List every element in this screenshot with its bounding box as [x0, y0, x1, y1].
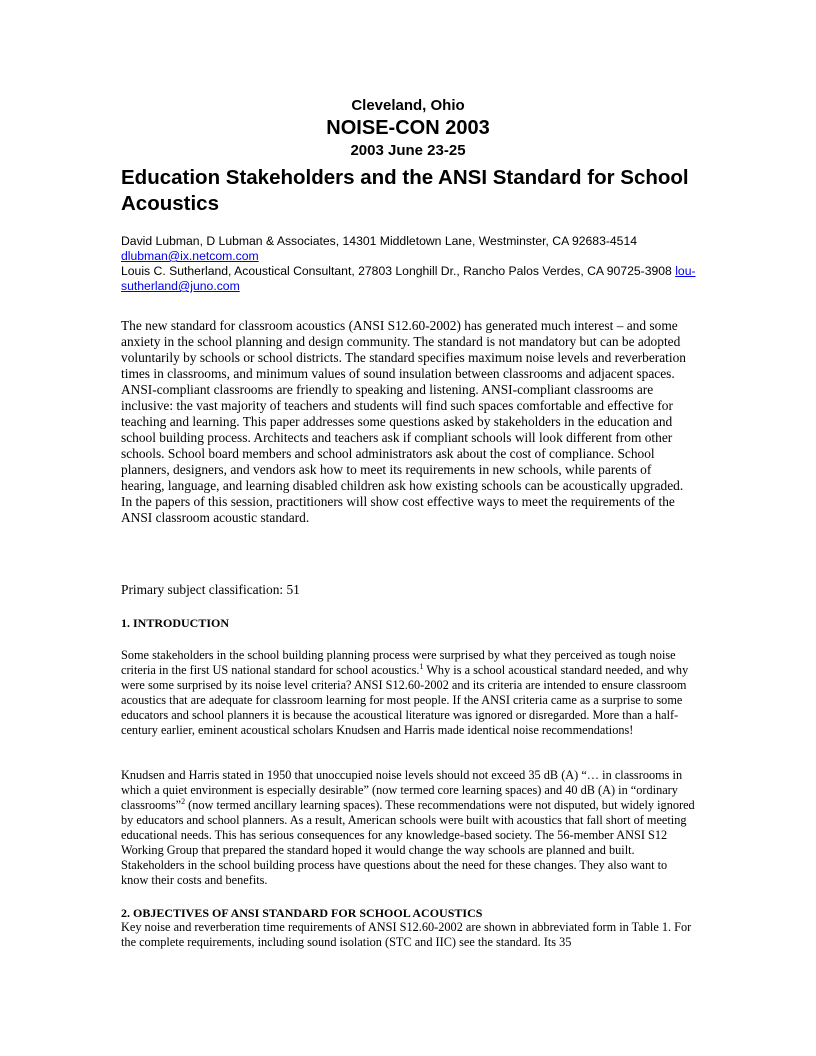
conference-name: NOISE-CON 2003: [326, 117, 490, 139]
intro-p2-text-b: (now termed ancillary learning spaces). These recommendations were not disputed, but widely ignored by educators and school planners. As a result, American schools were built with acoustics that fall short of meeting educational needs. This has serious consequences for any knowledge-based society. The 56-member ANSI S12 Working Group that prepared the standard hoped it would change the way schools are planned and built. Stakeholders in the school building process have questions about the need for these changes. They also want to know their costs and benefits.: [121, 798, 695, 887]
email-link-2[interactable]: lou-sutherland@juno.com: [121, 264, 696, 293]
author-1: David Lubman, D Lubman & Associates, 14301 Middletown Lane, Westminster, CA 92683-4514: [121, 234, 638, 248]
intro-p2-text-a: Knudsen and Harris stated in 1950 that unoccupied noise levels should not exceed 35 dB (A) “… in classrooms in which a quiet environment is especially desirable” (now termed core learning spaces) and 40 dB (A) in “ordinary classrooms”: [121, 768, 683, 812]
email-link-1[interactable]: dlubman@ix.netcom.com: [121, 249, 259, 263]
intro-paragraph-2: [121, 768, 697, 888]
intro-paragraph-1: [121, 648, 697, 738]
intro-p1-text-b: Why is a school acoustical standard needed, and why were some surprised by its noise level criteria? ANSI S12.60-2002 and its criteria are intended to ensure classroom acoustics that are adequate for classroom learning for most people. If the ANSI criteria came as a surprise to some educators and school planners it is because the acoustical literature was ignored or disregarded. More than a half-century earlier, eminent acoustical scholars Knudsen and Harris made identical noise recommendations!: [121, 663, 689, 737]
subject-classification: Primary subject classification: 51: [121, 582, 300, 597]
footnote-ref-1: 1: [419, 661, 424, 671]
abstract-paragraph: The new standard for classroom acoustics (ANSI S12.60-2002) has generated much interest – and some anxiety in the school planning and design community. The standard is not mandatory but can be adopted voluntarily by schools or school districts. The standard specifies maximum noise levels and reverberation times in classrooms, and minimum values of sound insulation between classrooms and adjacent spaces. ANSI-compliant classrooms are friendly to speaking and listening. ANSI-compliant classrooms are inclusive: the vast majority of teachers and students will find such spaces comfortable and effective for teaching and learning. This paper addresses some questions asked by stakeholders in the education and school building process. Architects and teachers ask if compliant schools will look different from other schools. School board members and school administrators ask about the cost of compliance. School planners, designers, and vendors ask how to meet its requirements in new schools, while parents of hearing, language, and learning disabled children ask how existing schools can be acoustically upgraded. In the papers of this session, practitioners will show cost effective ways to meet the requirements of the ANSI classroom acoustic standard.: [121, 318, 687, 525]
author-2: Louis C. Sutherland, Acoustical Consultant, 27803 Longhill Dr., Rancho Palos Verdes, CA 90725-3908: [121, 264, 672, 278]
footnote-ref-2: 2: [181, 796, 186, 806]
objectives-paragraph-1: Key noise and reverberation time requirements of ANSI S12.60-2002 are shown in abbreviated form in Table 1. For the complete requirements, including sound isolation (STC and IIC) see the standard. Its 35: [121, 920, 692, 949]
conference-location: Cleveland, Ohio: [351, 97, 465, 114]
section-1-heading: 1. INTRODUCTION: [121, 616, 230, 630]
section-2-heading: 2. OBJECTIVES OF ANSI STANDARD FOR SCHOOL ACOUSTICS: [121, 906, 483, 920]
conference-dates: 2003 June 23-25: [350, 142, 466, 159]
paper-title: Education Stakeholders and the ANSI Standard for School Acoustics: [121, 166, 689, 215]
intro-p1-text-a: Some stakeholders in the school building planning process were surprised by what they perceived as tough noise criteria in the first US national standard for school acoustics.: [121, 648, 676, 677]
author-block: [121, 234, 701, 294]
